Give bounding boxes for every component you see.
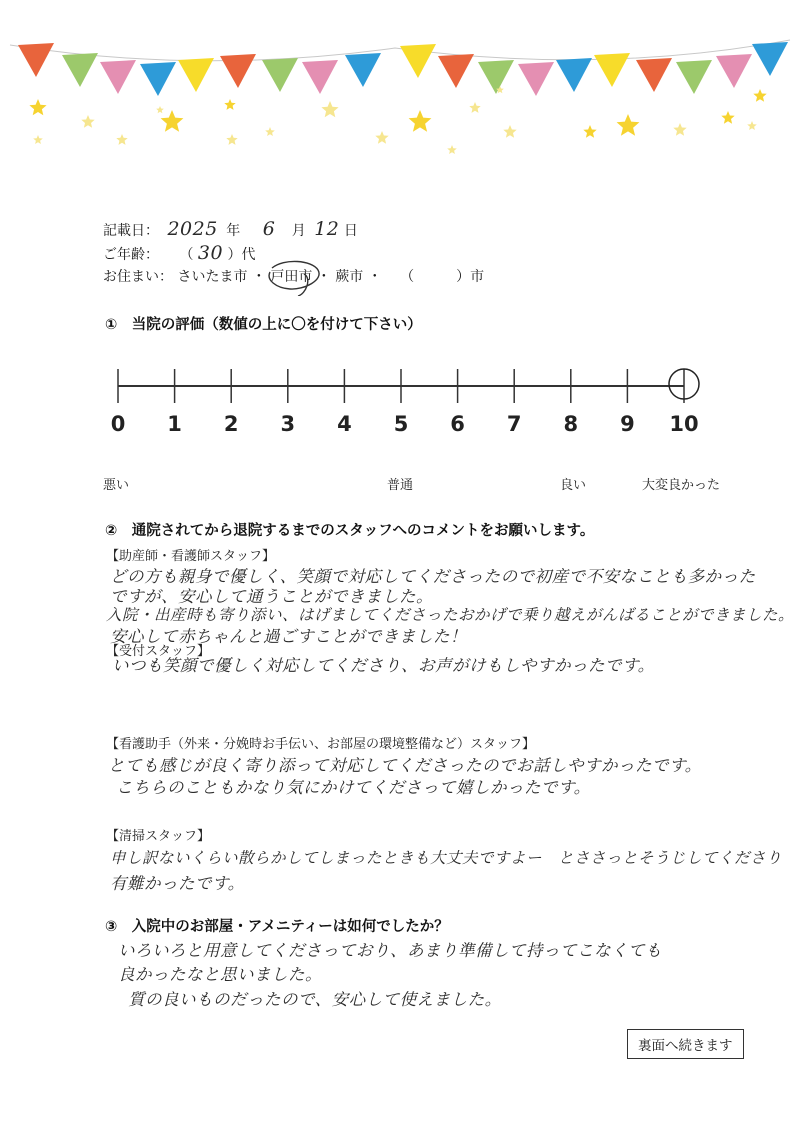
- date-year-value: 2025: [167, 218, 218, 240]
- bunting-flag: [716, 54, 752, 88]
- rating-number-2: 2: [223, 412, 239, 436]
- comment-line: とても感じが良く寄り添って対応してくださったのでお話しやすかったです。: [108, 756, 702, 775]
- rating-number-10: 10: [669, 412, 699, 436]
- rating-number-9: 9: [620, 412, 635, 436]
- rating-scale-numbers: [100, 412, 720, 442]
- residence-label: お住まい：: [103, 269, 173, 285]
- rating-number-0: 0: [110, 412, 126, 436]
- bunting-flag: [140, 62, 176, 96]
- residence-row: [103, 266, 484, 286]
- bunting-decoration: [0, 0, 800, 170]
- selection-circle: [264, 260, 326, 296]
- age-open: （: [179, 247, 194, 263]
- star-icon: [583, 125, 596, 138]
- comment-line: 入院・出産時も寄り添い、はげましてくださったおかげで乗り越えがんばることができました。: [106, 606, 795, 624]
- bunting-flag: [262, 58, 298, 92]
- rating-number-8: 8: [563, 412, 579, 436]
- date-month-value: 6: [262, 218, 276, 240]
- bunting-flag: [302, 60, 338, 94]
- bunting-flag: [220, 54, 256, 88]
- residence-other: （ ）市: [400, 269, 485, 285]
- age-value: 30: [197, 242, 224, 264]
- bunting-flag: [636, 58, 672, 92]
- star-icon: [29, 99, 46, 115]
- star-icon: [265, 127, 275, 136]
- bunting-flag: [594, 53, 630, 87]
- scale-label-normal: 普通: [387, 478, 414, 493]
- comment-line: ですが、安心して通うことができました。: [110, 587, 433, 606]
- bunting-flag: [676, 60, 712, 94]
- star-icon: [469, 102, 480, 113]
- rating-number-1: 1: [167, 412, 182, 436]
- star-icon: [753, 89, 766, 102]
- rating-number-6: 6: [450, 412, 465, 436]
- comment-line: 有難かったです。: [110, 874, 245, 893]
- comment-line: 申し訳ないくらい散らかしてしまったときも大丈夫ですよー とささっとそうじしてくださり: [110, 849, 783, 867]
- star-icon: [721, 111, 734, 124]
- scale-label-very-good: 大変良かった: [642, 478, 721, 493]
- continue-on-back-note: 裏面へ続きます: [627, 1029, 744, 1059]
- comment-line: いつも笑顔で優しく対応してくださり、お声がけもしやすかったです。: [112, 656, 655, 675]
- bunting-flag: [556, 58, 592, 92]
- date-row: [103, 218, 358, 240]
- bunting-flag: [752, 42, 788, 76]
- section-label-reception: 【受付スタッフ】: [106, 644, 211, 659]
- star-icon: [673, 123, 686, 136]
- month-unit: 月: [291, 223, 306, 239]
- star-icon: [747, 121, 757, 130]
- star-icon: [375, 131, 388, 144]
- star-icon: [81, 115, 94, 128]
- comment-line: こちらのこともかなり気にかけてくださって嬉しかったです。: [116, 778, 591, 797]
- star-icon: [224, 99, 235, 110]
- date-day-value: 12: [314, 218, 340, 240]
- rating-number-4: 4: [337, 412, 352, 436]
- year-unit: 年: [226, 223, 241, 239]
- star-icon: [156, 106, 164, 113]
- residence-separator: ・: [316, 269, 331, 285]
- residence-option-saitama: さいたま市: [177, 269, 248, 285]
- day-unit: 日: [343, 223, 358, 239]
- bunting-flag: [478, 60, 514, 94]
- comment-line: どの方も親身で優しく、笑顔で対応してくださったので初産で不安なことも多かった: [110, 567, 756, 586]
- comment-line: いろいろと用意してくださっており、あまり準備して持ってこなくても: [118, 941, 662, 960]
- rating-number-7: 7: [506, 412, 522, 436]
- star-icon: [161, 110, 184, 132]
- star-icon: [226, 134, 237, 145]
- scale-label-bad: 悪い: [103, 478, 130, 493]
- comment-line: 質の良いものだったので、安心して使えました。: [128, 990, 502, 1009]
- star-icon: [447, 145, 457, 154]
- residence-separator: ・: [251, 269, 266, 285]
- scale-label-good: 良い: [560, 478, 587, 493]
- section-label-cleaning: 【清掃スタッフ】: [106, 829, 211, 844]
- residence-option-toda: 戸田市: [270, 269, 316, 285]
- section-label-nursing-assistant: 【看護助手（外来・分娩時お手伝い、お部屋の環境整備など）スタッフ】: [106, 737, 536, 752]
- star-icon: [116, 134, 127, 145]
- star-icon: [409, 110, 432, 132]
- bunting-flag: [100, 60, 136, 94]
- bunting-flag: [518, 62, 554, 96]
- q2-heading: ② 通院されてから退院するまでのスタッフへのコメントをお願いします。: [105, 523, 595, 539]
- bunting-flag: [62, 53, 98, 87]
- star-icon: [33, 135, 43, 144]
- rating-number-3: 3: [280, 412, 296, 436]
- star-icon: [617, 114, 640, 136]
- section-label-midwife-nurse: 【助産師・看護師スタッフ】: [106, 549, 276, 564]
- residence-option-warabi: 蕨市: [335, 269, 364, 285]
- bunting-flag: [178, 58, 214, 92]
- date-label: 記載日：: [103, 223, 159, 239]
- age-close: ）代: [227, 247, 256, 263]
- comment-line: 良かったなと思いました。: [118, 965, 322, 984]
- rating-scale-line: [100, 355, 720, 405]
- residence-separator: ・: [367, 269, 382, 285]
- comment-line: 安心して赤ちゃんと過ごすことができました！: [110, 627, 467, 646]
- q1-heading: ① 当院の評価（数値の上に〇を付けて下さい）: [105, 317, 422, 333]
- bunting-flag: [438, 54, 474, 88]
- star-icon: [321, 101, 338, 117]
- q3-heading: ③ 入院中のお部屋・アメニティーは如何でしたか？: [105, 919, 449, 935]
- bunting-flag: [345, 53, 381, 87]
- age-label: ご年齢：: [103, 247, 159, 263]
- star-icon: [503, 125, 516, 138]
- bunting-flag: [18, 43, 54, 77]
- bunting-flag: [400, 44, 436, 78]
- rating-number-5: 5: [393, 412, 409, 436]
- age-row: [103, 242, 256, 264]
